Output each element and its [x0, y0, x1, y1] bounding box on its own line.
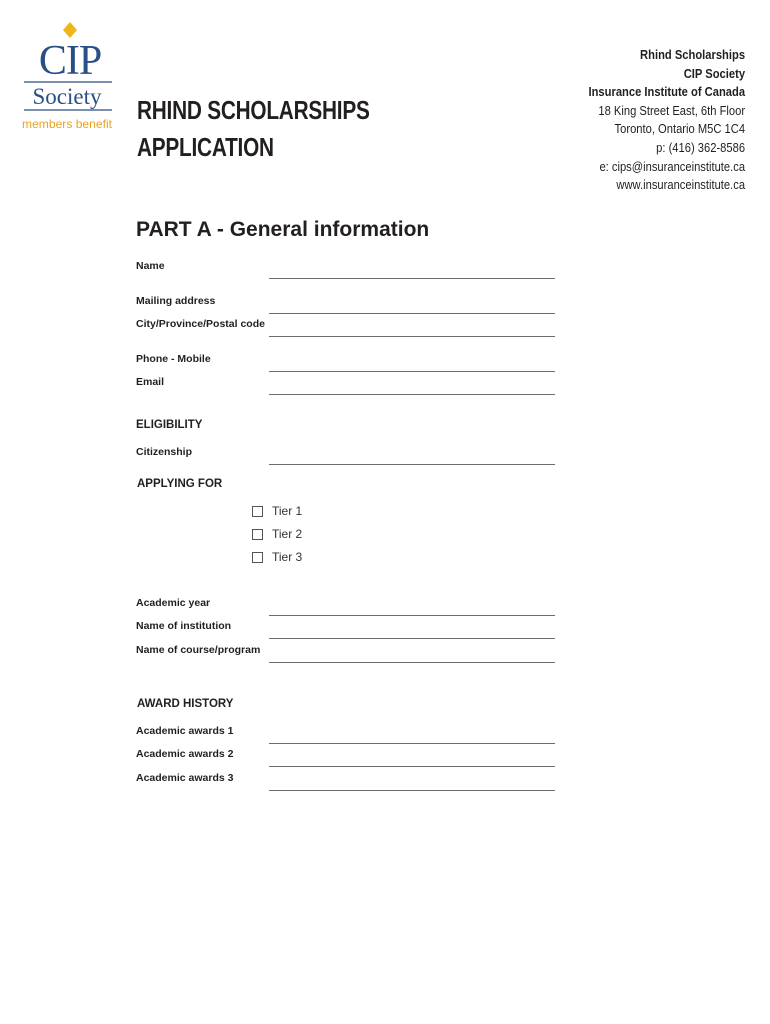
cip-society-logo	[22, 22, 118, 134]
tier-3-label: Tier 3	[272, 550, 303, 564]
academic-awards-2-label: Academic awards 2	[136, 748, 234, 760]
name-label: Name	[136, 260, 165, 272]
citizenship-field[interactable]	[269, 464, 555, 465]
award-history-heading: AWARD HISTORY	[137, 698, 234, 710]
email-label: Email	[136, 376, 165, 388]
logo-members-text: members benefit	[22, 117, 113, 131]
logo-society-text: Society	[32, 84, 102, 109]
phone-mobile-field[interactable]	[269, 371, 555, 372]
tier-1-label: Tier 1	[272, 504, 303, 518]
tier-2-checkbox[interactable]	[252, 529, 263, 540]
contact-block	[588, 46, 745, 195]
tier-3-checkbox[interactable]	[252, 552, 263, 563]
institution-field[interactable]	[269, 638, 555, 639]
course-program-label: Name of course/program	[136, 644, 261, 656]
contact-society: CIP Society	[683, 65, 745, 81]
contact-website: www.insuranceinstitute.ca	[616, 177, 745, 193]
tier-2-option[interactable]	[252, 526, 302, 542]
gold-diamond-icon	[63, 22, 77, 38]
city-province-postal-label: City/Province/Postal code	[136, 318, 265, 330]
logo-cip-text: CIP	[38, 38, 102, 84]
email-field[interactable]	[269, 394, 555, 395]
tier-1-checkbox[interactable]	[252, 506, 263, 517]
citizenship-label: Citizenship	[136, 446, 193, 458]
mailing-address-label: Mailing address	[136, 295, 216, 307]
name-field[interactable]	[269, 278, 555, 279]
part-a-heading: PART A - General information	[136, 218, 430, 241]
city-province-postal-field[interactable]	[269, 336, 555, 337]
institution-label: Name of institution	[136, 620, 232, 632]
applying-for-heading: APPLYING FOR	[137, 478, 223, 490]
phone-mobile-label: Phone - Mobile	[136, 353, 211, 365]
academic-awards-3-field[interactable]	[269, 790, 555, 791]
contact-program: Rhind Scholarships	[640, 47, 745, 62]
mailing-address-field[interactable]	[269, 313, 555, 314]
course-program-field[interactable]	[269, 662, 555, 663]
contact-street: 18 King Street East, 6th Floor	[598, 102, 745, 118]
title-line-2: APPLICATION	[137, 132, 274, 162]
academic-awards-3-label: Academic awards 3	[136, 772, 234, 784]
eligibility-heading: ELIGIBILITY	[136, 419, 203, 431]
contact-phone: p: (416) 362-8586	[656, 139, 745, 155]
contact-email: e: cips@insuranceinstitute.ca	[599, 158, 745, 174]
tier-2-label: Tier 2	[272, 527, 303, 541]
tier-3-option[interactable]	[252, 549, 302, 565]
document-title	[137, 92, 370, 166]
contact-city: Toronto, Ontario M5C 1C4	[614, 121, 745, 137]
tier-1-option[interactable]	[252, 503, 302, 519]
academic-year-label: Academic year	[136, 597, 211, 609]
academic-awards-2-field[interactable]	[269, 766, 555, 767]
academic-year-field[interactable]	[269, 615, 555, 616]
contact-institute: Insurance Institute of Canada	[588, 84, 745, 100]
title-line-1: RHIND SCHOLARSHIPS	[137, 95, 370, 125]
academic-awards-1-field[interactable]	[269, 743, 555, 744]
academic-awards-1-label: Academic awards 1	[136, 725, 234, 737]
